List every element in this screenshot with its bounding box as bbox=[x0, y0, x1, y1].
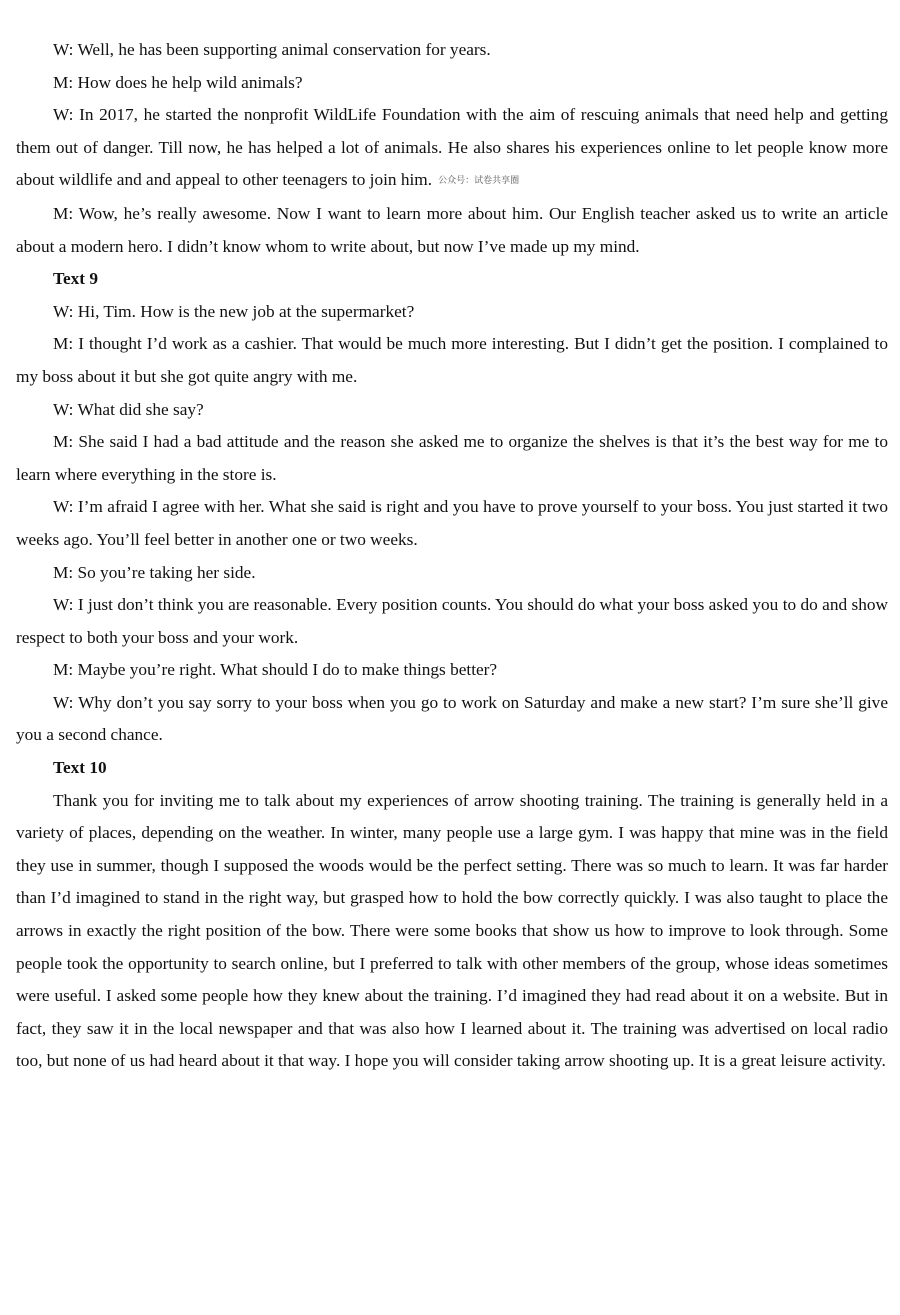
section-heading: Text 9 bbox=[53, 269, 98, 289]
dialogue-line: W: In 2017, he started the nonprofit WildLife Foundation with the aim of rescuing animals that need help and getting them out of danger. Till now, he has helped a lot of animals. He also shares his experiences online to let people know more about wildlife and and appeal to other teenagers to join him. 公众号：试卷共享圈 bbox=[16, 105, 888, 190]
dialogue-line: M: She said I had a bad attitude and the reason she asked me to organize the shelves is that it’s the best way for me to learn where everything in the store is. bbox=[16, 432, 888, 484]
dialogue-line: W: Hi, Tim. How is the new job at the supermarket? bbox=[53, 301, 415, 321]
dialogue-line: W: What did she say? bbox=[53, 399, 204, 419]
dialogue-line: W: Well, he has been supporting animal conservation for years. bbox=[53, 40, 491, 59]
dialogue-line: M: So you’re taking her side. bbox=[53, 562, 256, 582]
dialogue-line: W: I’m afraid I agree with her. What she said is right and you have to prove yourself to your boss. You just started it two weeks ago. You’ll feel better in another one or two weeks. bbox=[16, 497, 888, 549]
dialogue-line: M: Wow, he’s really awesome. Now I want to learn more about him. Our English teacher asked us to write an article about a modern hero. I didn’t know whom to write about, but now I’ve made up my mind. bbox=[16, 203, 888, 256]
dialogue-line: M: I thought I’d work as a cashier. That would be much more interesting. But I didn’t get the position. I complained to my boss about it but she got quite angry with me. bbox=[16, 334, 888, 386]
dialogue-line: W: Why don’t you say sorry to your boss when you go to work on Saturday and make a new start? I’m sure she’ll give you a second chance. bbox=[16, 692, 888, 745]
dialogue-line: M: How does he help wild animals? bbox=[53, 72, 303, 92]
dialogue-line: W: I just don’t think you are reasonable. Every position counts. You should do what your boss asked you to do and show respect to both your boss and your work. bbox=[16, 595, 888, 647]
dialogue-line: M: Maybe you’re right. What should I do to make things better? bbox=[53, 660, 498, 680]
monologue-paragraph: Thank you for inviting me to talk about my experiences of arrow shooting training. The training is generally held in a variety of places, depending on the weather. In winter, many people use a large gym. I was happy that mine was in the field they use in summer, though I supposed the woods would be the perfect setting. There was so much to learn. It was far harder than I’d imagined to stand in the right way, but grasped how to hold the bow correctly quickly. I was also taught to place the arrows in exactly the right position of the bow. There were some books that show us how to improve to look through. Some people took the opportunity to search online, but I preferred to talk with other members of the group, whose ideas sometimes were useful. I asked some people how they knew about the training. I’d imagined they had read about it on a website. But in fact, they saw it in the local newspaper and that was also how I learned about it. The training was advertised on local radio too, but none of us had heard about it that way. I hope you will consider taking arrow shooting up. It is a great leisure activity. bbox=[16, 790, 888, 1071]
document-page bbox=[16, 34, 888, 1078]
watermark-label: 公众号：试卷共享圈 bbox=[438, 176, 520, 187]
section-heading: Text 10 bbox=[53, 758, 107, 778]
